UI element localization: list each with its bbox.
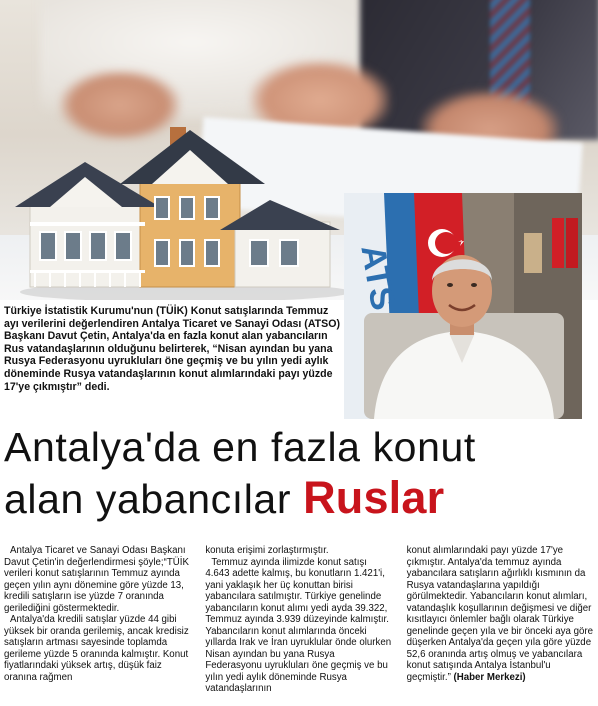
- article-body: [4, 545, 594, 705]
- person-portrait-photo: [344, 193, 582, 419]
- column-2-paragraph: konuta erişimi zorlaştırmıştır.: [205, 545, 329, 556]
- headline: [4, 422, 598, 525]
- headline-line-1: Antalya'da en fazla konut: [4, 424, 476, 470]
- flag-logo-text: ATS: [353, 242, 403, 314]
- headline-line-2-prefix: alan yabancılar: [4, 476, 304, 522]
- column-3-paragraph: [407, 545, 594, 683]
- lead-paragraph: Türkiye İstatistik Kurumu'nun (TÜİK) Konut satışlarında Temmuz ayı verilerini değerlendiren Antalya Ticaret ve Sanayi Odası (ATSO) Başkanı Davut Çetin, Antalya'da en fazla konut alan yabancıların Rus vatandaşlarının olduğunu belirterek, “Nisan ayından bu yana Rusya Federasyonu uyrukluları öne geçmiş ve bu yılın yedi aylık döneminde Rusya vatandaşlarının konut alımlarındaki payı yüzde 17'ye çıkmıştır” dedi.: [4, 305, 340, 393]
- portrait-illustration: [344, 193, 582, 419]
- article-column-2: [205, 545, 392, 705]
- article-column-3: [407, 545, 594, 705]
- column-2-paragraph: Temmuz ayında ilimizde konut satışı 4.643 adette kalmış, bu konutların 1.421'i, yani yaklaşık her üç konuttan birisi yabancılara satılmıştır. Türkiye genelinde yabancıların konut alımı yedi ayda 39.322, Temmuz ayında 3.939 düzeyinde kalmıştır. Yabancıların konut alımlarında önceki yıllarda Irak ve İran uyruklular önde olurken Nisan ayından bu yana Rusya Federasyonu uyrukluları öne geçmiş ve bu yılın yedi aylık döneminde Rusya vatandaşlarının: [205, 556, 392, 694]
- column-1-paragraph: Antalya'da kredili satışlar yüzde 44 gibi yüksek bir oranda gerilemiş, ancak kredisiz satışların artması sayesinde toplamda gerileme yüzde 5 oranında kalmıştır. Konut fiyatlarındaki yüksek artış, düşük faiz oranına rağmen: [4, 614, 189, 683]
- headline-line-2: [4, 472, 598, 525]
- house-model-illustration: [10, 122, 350, 300]
- column-3-text: konut alımlarındaki payı yüzde 17'ye çıkmıştır. Antalya'da temmuz ayında yabancılara satışların ağırlıklı kısmının da Rusya vatandaşlarına yapıldığı görülmektedir. Yabancıların konut alımları, vatandaşlık koşullarının değişmesi ve diğer kısıtlayıcı önlemler bağlı olarak Türkiye genelinde geçen yıla ve bir önceki aya göre düşerken Antalya'da geçen yıla göre yüzde 52,6 oranında artış olmuş ve yabancılara konut satışında Antalya İstanbul'u geçmiştir.”: [406, 545, 593, 683]
- headline-accent-word: Ruslar: [303, 472, 445, 523]
- article-column-1: [4, 545, 191, 705]
- article-credit: (Haber Merkezi): [453, 671, 526, 683]
- column-1-paragraph: Antalya Ticaret ve Sanayi Odası Başkanı Davut Çetin'in değerlendirmesi şöyle;“TÜİK verileri konut satışlarının Temmuz ayında geçen yılın aynı dönemine göre yüzde 13, kredili satışların ise yüzde 7 oranında gerilediğini göstermektedir.: [4, 545, 189, 614]
